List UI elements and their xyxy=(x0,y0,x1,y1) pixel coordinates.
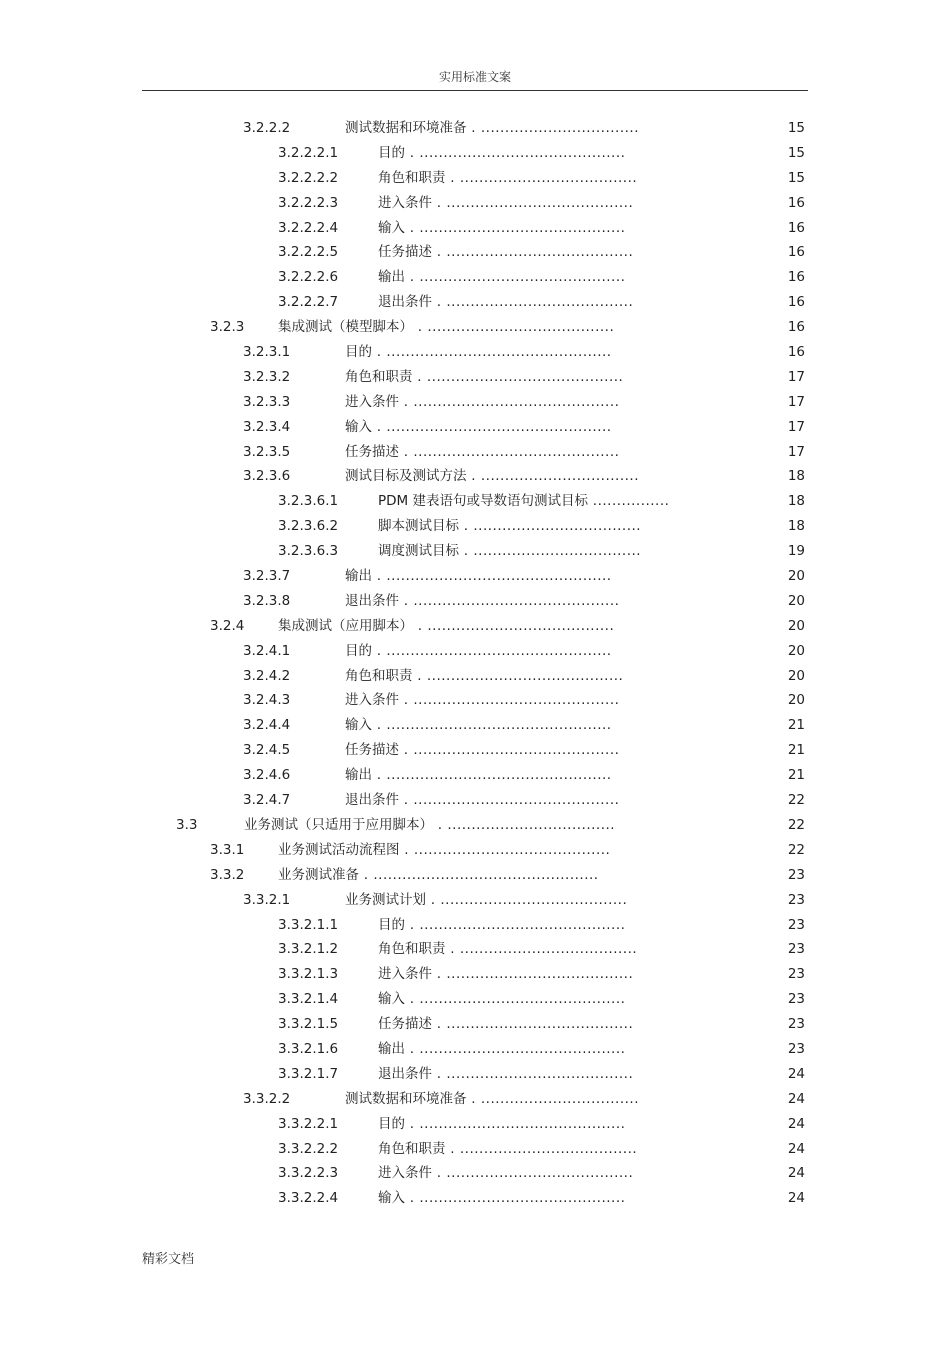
toc-entry-title-text: 集成测试（应用脚本） xyxy=(278,617,413,634)
toc-entry-dot-leader: . ............................................... xyxy=(359,866,599,883)
toc-entry[interactable] xyxy=(0,813,950,838)
toc-entry-title-text: 任务描述 xyxy=(345,742,399,759)
toc-entry-number: 3.3.2.2 xyxy=(243,1090,291,1107)
toc-entry-number: 3.2.2.2.6 xyxy=(278,269,339,286)
toc-entry-number: 3.2.2.2.5 xyxy=(278,244,339,261)
toc-entry-page-number: 22 xyxy=(787,792,805,809)
toc-entry-number: 3.2.4.4 xyxy=(243,717,291,734)
toc-entry-title-text: 进入条件 xyxy=(378,1165,432,1182)
toc-entry-page-number: 17 xyxy=(787,368,805,385)
toc-entry-number: 3.2.2.2.1 xyxy=(278,144,339,161)
toc-entry-page-number: 21 xyxy=(787,767,805,784)
toc-entry-dot-leader: . ........................................... xyxy=(399,742,620,759)
toc-entry[interactable] xyxy=(0,489,950,514)
toc-entry-title-text: 进入条件 xyxy=(345,692,399,709)
toc-entry-page-number: 24 xyxy=(787,1140,805,1157)
toc-entry-title-text: 角色和职责 xyxy=(345,667,413,684)
toc-entry-title-text: 输出 xyxy=(345,568,372,585)
toc-entry[interactable] xyxy=(0,838,950,863)
toc-entry[interactable] xyxy=(0,141,950,166)
toc-entry-dot-leader: . ........................................... xyxy=(405,219,626,236)
toc-entry-page-number: 16 xyxy=(787,194,805,211)
toc-entry-page-number: 17 xyxy=(787,418,805,435)
toc-entry-number: 3.3.2.1 xyxy=(243,891,291,908)
toc-entry[interactable] xyxy=(0,514,950,539)
toc-entry-title xyxy=(345,415,612,440)
header-divider xyxy=(142,90,808,91)
toc-entry-dot-leader: . ......................................... xyxy=(412,368,624,385)
toc-entry[interactable] xyxy=(0,1037,950,1062)
toc-entry-title xyxy=(345,464,639,489)
toc-entry-number: 3.3.2.2.4 xyxy=(278,1190,339,1207)
toc-entry-title xyxy=(278,838,610,863)
toc-entry[interactable] xyxy=(0,1087,950,1112)
toc-entry-title-text: 输出 xyxy=(345,767,372,784)
toc-entry-dot-leader: . ........................................... xyxy=(405,1040,626,1057)
toc-entry-number: 3.2.3.7 xyxy=(243,568,291,585)
toc-entry-page-number: 17 xyxy=(787,393,805,410)
toc-entry-page-number: 23 xyxy=(787,866,805,883)
toc-entry[interactable] xyxy=(0,788,950,813)
toc-entry-dot-leader: . ............................................... xyxy=(372,344,612,361)
toc-entry[interactable] xyxy=(0,688,950,713)
toc-entry-title-text: 业务测试（只适用于应用脚本） xyxy=(244,816,433,833)
toc-entry-page-number: 20 xyxy=(787,592,805,609)
toc-entry-page-number: 20 xyxy=(787,642,805,659)
toc-entry-title xyxy=(345,1087,639,1112)
toc-entry-title xyxy=(378,1037,625,1062)
toc-entry-title xyxy=(378,489,669,514)
page-footer-text: 精彩文档 xyxy=(142,1252,195,1267)
toc-entry-title-text: 测试数据和环境准备 xyxy=(345,1090,467,1107)
toc-entry-number: 3.3 xyxy=(176,816,198,833)
toc-entry[interactable] xyxy=(0,962,950,987)
toc-entry-number: 3.3.2.2.3 xyxy=(278,1165,339,1182)
toc-entry-dot-leader: . ............................................... xyxy=(372,767,612,784)
toc-entry-title xyxy=(345,116,639,141)
toc-entry[interactable] xyxy=(0,315,950,340)
toc-entry-title xyxy=(378,1112,625,1137)
toc-entry-number: 3.2.4.1 xyxy=(243,642,291,659)
toc-entry-title-text: 测试目标及测试方法 xyxy=(345,468,467,485)
toc-entry-title xyxy=(378,937,637,962)
toc-entry[interactable] xyxy=(0,888,950,913)
toc-entry[interactable] xyxy=(0,440,950,465)
toc-entry-title xyxy=(345,738,619,763)
toc-entry-number: 3.2.3.6.2 xyxy=(278,518,339,535)
toc-entry-page-number: 24 xyxy=(787,1165,805,1182)
table-of-contents xyxy=(0,116,950,1211)
toc-entry-dot-leader: . ........................................... xyxy=(405,1190,626,1207)
toc-entry-dot-leader: . ....................................... xyxy=(432,1016,634,1033)
toc-entry-title xyxy=(345,639,612,664)
toc-entry[interactable] xyxy=(0,1062,950,1087)
toc-entry-page-number: 15 xyxy=(787,169,805,186)
toc-entry-page-number: 23 xyxy=(787,941,805,958)
toc-entry-title xyxy=(345,390,619,415)
toc-entry-page-number: 16 xyxy=(787,219,805,236)
toc-entry-dot-leader: . ..................................... xyxy=(445,941,638,958)
toc-entry[interactable] xyxy=(0,340,950,365)
toc-entry[interactable] xyxy=(0,738,950,763)
toc-entry-page-number: 24 xyxy=(787,1090,805,1107)
toc-entry-dot-leader: . ....................................... xyxy=(432,966,634,983)
toc-entry-title-text: 目的 xyxy=(345,642,372,659)
toc-entry-number: 3.3.2.2.1 xyxy=(278,1115,339,1132)
toc-entry-dot-leader: . ........................................... xyxy=(399,692,620,709)
toc-entry-title xyxy=(378,1161,633,1186)
toc-entry-dot-leader: . ........................................... xyxy=(399,443,620,460)
toc-entry-title xyxy=(345,888,627,913)
toc-entry-title xyxy=(378,1186,625,1211)
toc-entry-page-number: 23 xyxy=(787,1040,805,1057)
toc-entry-dot-leader: . ........................................... xyxy=(405,144,626,161)
toc-entry-page-number: 21 xyxy=(787,742,805,759)
toc-entry-dot-leader: . ....................................... xyxy=(432,194,634,211)
toc-entry-page-number: 20 xyxy=(787,617,805,634)
toc-entry[interactable] xyxy=(0,564,950,589)
toc-entry-dot-leader: . ........................................... xyxy=(399,592,620,609)
toc-entry-title-text: 进入条件 xyxy=(378,194,432,211)
toc-entry-dot-leader: . ........................................... xyxy=(405,916,626,933)
toc-entry-number: 3.3.2.1.2 xyxy=(278,941,339,958)
toc-entry-title xyxy=(345,365,623,390)
toc-entry-title xyxy=(345,564,612,589)
toc-entry-number: 3.2.4.2 xyxy=(243,667,291,684)
toc-entry-title xyxy=(378,141,625,166)
toc-entry[interactable] xyxy=(0,664,950,689)
toc-entry-title xyxy=(345,788,619,813)
toc-entry-dot-leader: . ............................................... xyxy=(372,418,612,435)
toc-entry-title-text: 目的 xyxy=(378,1115,405,1132)
toc-entry-number: 3.2.4.5 xyxy=(243,742,291,759)
toc-entry-title-text: 退出条件 xyxy=(345,792,399,809)
toc-entry-title-text: 进入条件 xyxy=(345,393,399,410)
toc-entry-title-text: 目的 xyxy=(378,916,405,933)
toc-entry[interactable] xyxy=(0,265,950,290)
toc-entry[interactable] xyxy=(0,539,950,564)
toc-entry-title-text: 角色和职责 xyxy=(378,169,446,186)
toc-entry[interactable] xyxy=(0,240,950,265)
toc-entry-title xyxy=(378,166,637,191)
toc-entry-title xyxy=(378,913,625,938)
toc-entry-title-text: 输出 xyxy=(378,269,405,286)
toc-entry-title-text: 退出条件 xyxy=(345,592,399,609)
toc-entry-page-number: 16 xyxy=(787,269,805,286)
toc-entry-title xyxy=(378,1062,633,1087)
toc-entry-title-text: 任务描述 xyxy=(378,1016,432,1033)
toc-entry-title xyxy=(345,440,619,465)
toc-entry-number: 3.2.3 xyxy=(210,319,245,336)
toc-entry-title-text: 测试数据和环境准备 xyxy=(345,120,467,136)
toc-entry-number: 3.2.2.2.4 xyxy=(278,219,339,236)
toc-entry-title-text: 目的 xyxy=(378,144,405,161)
toc-entry-title xyxy=(345,763,612,788)
toc-entry-dot-leader: . ......................................... xyxy=(399,841,611,858)
toc-entry-dot-leader: . ................................. xyxy=(466,120,639,136)
toc-entry-title xyxy=(378,290,633,315)
toc-entry-dot-leader: . ........................................... xyxy=(399,792,620,809)
toc-entry[interactable] xyxy=(0,1161,950,1186)
toc-entry-dot-leader: . ........................................... xyxy=(399,393,620,410)
toc-entry-number: 3.3.2 xyxy=(210,866,245,883)
toc-entry-dot-leader: . ........................................... xyxy=(405,269,626,286)
toc-entry[interactable] xyxy=(0,216,950,241)
toc-entry-page-number: 23 xyxy=(787,966,805,983)
toc-entry-title-text: 业务测试活动流程图 xyxy=(278,841,400,858)
toc-entry-page-number: 21 xyxy=(787,717,805,734)
toc-entry-title xyxy=(278,315,614,340)
toc-entry-dot-leader: . ....................................... xyxy=(413,617,615,634)
toc-entry[interactable] xyxy=(0,464,950,489)
toc-entry-page-number: 23 xyxy=(787,916,805,933)
toc-entry-number: 3.2.4 xyxy=(210,617,245,634)
toc-entry-page-number: 19 xyxy=(787,543,805,560)
toc-entry-title-text: 业务测试计划 xyxy=(345,891,426,908)
toc-entry[interactable] xyxy=(0,415,950,440)
toc-entry[interactable] xyxy=(0,639,950,664)
toc-entry-title-text: 输入 xyxy=(378,219,405,236)
toc-entry-page-number: 18 xyxy=(787,468,805,485)
toc-entry-page-number: 15 xyxy=(787,144,805,161)
toc-entry[interactable] xyxy=(0,166,950,191)
toc-entry-dot-leader: . ................................. xyxy=(466,468,639,485)
toc-entry[interactable] xyxy=(0,589,950,614)
toc-entry[interactable] xyxy=(0,191,950,216)
toc-entry-title-text: 退出条件 xyxy=(378,1065,432,1082)
toc-entry-number: 3.3.2.1.3 xyxy=(278,966,339,983)
toc-entry-page-number: 15 xyxy=(787,120,805,136)
toc-entry-number: 3.3.2.1.6 xyxy=(278,1040,339,1057)
toc-entry-title xyxy=(378,191,633,216)
toc-entry[interactable] xyxy=(0,290,950,315)
toc-entry-page-number: 20 xyxy=(787,568,805,585)
toc-entry-title-text: 输入 xyxy=(378,991,405,1008)
toc-entry-title-text: 脚本测试目标 xyxy=(378,518,459,535)
toc-entry-dot-leader: . ................................... xyxy=(459,518,642,535)
toc-entry-dot-leader: . ................................. xyxy=(466,1090,639,1107)
toc-entry-page-number: 16 xyxy=(787,344,805,361)
toc-entry-title-text: 目的 xyxy=(345,344,372,361)
toc-entry-dot-leader: . ....................................... xyxy=(432,1065,634,1082)
toc-entry-title xyxy=(345,688,619,713)
toc-entry-page-number: 16 xyxy=(787,319,805,336)
toc-entry-title-text: 任务描述 xyxy=(345,443,399,460)
toc-entry-title xyxy=(378,1137,637,1162)
toc-entry-title-text: 输出 xyxy=(378,1040,405,1057)
toc-entry-title xyxy=(278,863,599,888)
toc-entry[interactable] xyxy=(0,116,950,141)
toc-entry-number: 3.2.3.2 xyxy=(243,368,291,385)
toc-entry-title xyxy=(345,340,612,365)
toc-entry-title-text: 调度测试目标 xyxy=(378,543,459,560)
toc-entry-number: 3.3.1 xyxy=(210,841,245,858)
toc-entry-page-number: 24 xyxy=(787,1065,805,1082)
toc-entry-title-text: 角色和职责 xyxy=(378,941,446,958)
toc-entry-title-text: 输入 xyxy=(345,418,372,435)
toc-entry-title xyxy=(378,1012,633,1037)
toc-entry-number: 3.2.3.3 xyxy=(243,393,291,410)
toc-entry-title xyxy=(378,216,625,241)
toc-entry-title xyxy=(345,664,623,689)
toc-entry-number: 3.3.2.2.2 xyxy=(278,1140,339,1157)
toc-entry[interactable] xyxy=(0,1186,950,1211)
toc-entry-page-number: 23 xyxy=(787,891,805,908)
toc-entry[interactable] xyxy=(0,913,950,938)
toc-entry-dot-leader: . ..................................... xyxy=(445,169,638,186)
toc-entry-title xyxy=(378,962,633,987)
toc-entry-number: 3.3.2.1.1 xyxy=(278,916,339,933)
toc-entry-page-number: 16 xyxy=(787,294,805,311)
toc-entry-title xyxy=(378,240,633,265)
toc-entry[interactable] xyxy=(0,365,950,390)
toc-entry-dot-leader: . ..................................... xyxy=(445,1140,638,1157)
toc-entry-title xyxy=(345,713,612,738)
toc-entry-dot-leader: . ................................... xyxy=(459,543,642,560)
toc-entry-page-number: 24 xyxy=(787,1190,805,1207)
toc-entry-number: 3.2.3.6.1 xyxy=(278,493,339,510)
toc-entry-page-number: 17 xyxy=(787,443,805,460)
toc-entry-dot-leader: . ....................................... xyxy=(432,1165,634,1182)
toc-entry[interactable] xyxy=(0,1112,950,1137)
toc-entry-number: 3.3.2.1.4 xyxy=(278,991,339,1008)
toc-entry-number: 3.2.2.2.2 xyxy=(278,169,339,186)
toc-entry-page-number: 16 xyxy=(787,244,805,261)
toc-entry-dot-leader: ................ xyxy=(587,493,670,510)
toc-entry-number: 3.2.3.4 xyxy=(243,418,291,435)
toc-entry-dot-leader: . ........................................... xyxy=(405,1115,626,1132)
toc-entry-number: 3.2.4.7 xyxy=(243,792,291,809)
toc-entry-page-number: 24 xyxy=(787,1115,805,1132)
toc-entry-title xyxy=(378,265,625,290)
toc-entry[interactable] xyxy=(0,1137,950,1162)
toc-entry-page-number: 18 xyxy=(787,518,805,535)
toc-entry-number: 3.2.2.2 xyxy=(243,120,291,136)
toc-entry-page-number: 23 xyxy=(787,1016,805,1033)
toc-entry-number: 3.2.3.6 xyxy=(243,468,291,485)
toc-entry-dot-leader: . ............................................... xyxy=(372,642,612,659)
toc-entry-title-text: 任务描述 xyxy=(378,244,432,261)
toc-entry[interactable] xyxy=(0,937,950,962)
toc-entry[interactable] xyxy=(0,863,950,888)
toc-entry-number: 3.2.3.1 xyxy=(243,344,291,361)
toc-entry-title-text: 集成测试（模型脚本） xyxy=(278,319,413,336)
toc-entry-dot-leader: . ............................................... xyxy=(372,568,612,585)
toc-entry-page-number: 18 xyxy=(787,493,805,510)
toc-entry-title xyxy=(244,813,615,838)
toc-entry-title xyxy=(345,589,619,614)
toc-entry-title xyxy=(378,987,625,1012)
toc-entry-page-number: 22 xyxy=(787,816,805,833)
toc-entry[interactable] xyxy=(0,614,950,639)
toc-entry-number: 3.2.3.5 xyxy=(243,443,291,460)
toc-entry[interactable] xyxy=(0,987,950,1012)
toc-entry-title-text: 进入条件 xyxy=(378,966,432,983)
toc-entry-title-text: 输入 xyxy=(345,717,372,734)
toc-entry-title-text: PDM 建表语句或导数语句测试目标 xyxy=(378,493,588,510)
toc-entry-number: 3.2.3.6.3 xyxy=(278,543,339,560)
toc-entry-number: 3.2.4.6 xyxy=(243,767,291,784)
toc-entry[interactable] xyxy=(0,390,950,415)
toc-entry-number: 3.2.2.2.3 xyxy=(278,194,339,211)
toc-entry[interactable] xyxy=(0,763,950,788)
toc-entry[interactable] xyxy=(0,1012,950,1037)
page-header-title: 实用标准文案 xyxy=(438,70,511,84)
toc-entry-page-number: 20 xyxy=(787,667,805,684)
toc-entry-title xyxy=(278,614,614,639)
toc-entry-title xyxy=(378,539,641,564)
toc-entry-title-text: 输入 xyxy=(378,1190,405,1207)
toc-entry-dot-leader: . ....................................... xyxy=(413,319,615,336)
toc-entry-title-text: 业务测试准备 xyxy=(278,866,359,883)
toc-entry-dot-leader: . ....................................... xyxy=(432,244,634,261)
toc-entry-number: 3.2.2.2.7 xyxy=(278,294,339,311)
toc-entry-number: 3.3.2.1.5 xyxy=(278,1016,339,1033)
toc-entry-page-number: 22 xyxy=(787,841,805,858)
toc-entry-dot-leader: . ....................................... xyxy=(426,891,628,908)
toc-entry-dot-leader: . ....................................... xyxy=(432,294,634,311)
toc-entry-dot-leader: . ......................................... xyxy=(412,667,624,684)
toc-entry-number: 3.2.3.8 xyxy=(243,592,291,609)
toc-entry-title-text: 角色和职责 xyxy=(378,1140,446,1157)
toc-entry-title-text: 退出条件 xyxy=(378,294,432,311)
toc-entry-number: 3.3.2.1.7 xyxy=(278,1065,339,1082)
toc-entry-dot-leader: . ........................................... xyxy=(405,991,626,1008)
toc-entry-dot-leader: . ............................................... xyxy=(372,717,612,734)
toc-entry-title-text: 角色和职责 xyxy=(345,368,413,385)
toc-entry-title xyxy=(378,514,641,539)
toc-entry[interactable] xyxy=(0,713,950,738)
toc-entry-page-number: 20 xyxy=(787,692,805,709)
toc-entry-dot-leader: . ................................... xyxy=(433,816,616,833)
toc-entry-number: 3.2.4.3 xyxy=(243,692,291,709)
toc-entry-page-number: 23 xyxy=(787,991,805,1008)
